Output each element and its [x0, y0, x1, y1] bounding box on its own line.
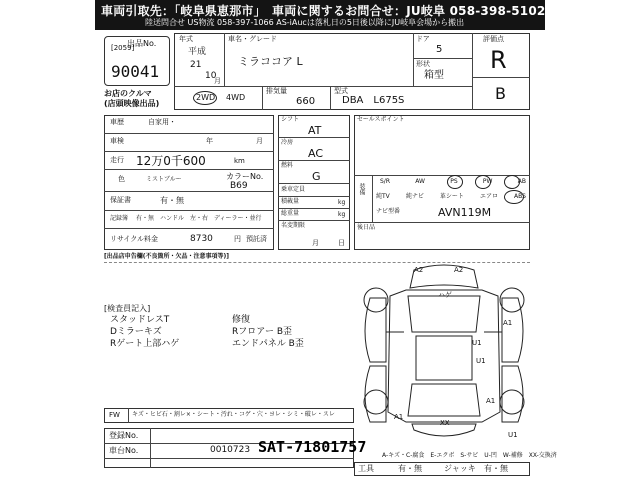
expiry-day-unit: 日 [338, 239, 345, 247]
equip-circle-pw [475, 175, 491, 189]
mark-hage: ハゲ [438, 291, 452, 299]
lot-number-box [104, 36, 170, 86]
tools-value: 有・無 [398, 464, 422, 473]
load-unit: kg [338, 199, 346, 206]
lot-sub: [2059] [111, 44, 135, 52]
fw-items: キズ・ヒビ石・割レ×・シート・汚れ・コゲ・穴・ヨレ・シミ・破レ・スレ [132, 411, 335, 418]
ac-label: 冷房 [281, 139, 294, 146]
year-label: 年式 [179, 35, 193, 43]
vehicle-name: ミラココア L [238, 55, 303, 68]
equip-circle-abs [504, 190, 524, 204]
mark-a2-front-left: A2 [414, 266, 424, 274]
mark-u1-right-lower: U1 [476, 357, 486, 365]
sales-point-label: セールスポイント [357, 116, 405, 123]
equip-sr: S/R [380, 178, 390, 185]
recycle-status: 預託済 [246, 235, 267, 243]
month-unit: 月 [214, 77, 221, 85]
header-contact: 車両引取先：「岐阜県恵那市」 車両に関するお問合せ：JU岐阜 058-398-5102 [101, 4, 546, 18]
recycle-amount: 8730 [190, 234, 213, 244]
mark-a1-rear-right: A1 [486, 397, 496, 405]
jack-label: ジャッキ [444, 464, 476, 473]
month-value: 10 [205, 71, 217, 81]
load-label: 積載量 [281, 198, 300, 205]
weight-label: 総重量 [281, 210, 300, 217]
door-label: ドア [416, 35, 430, 43]
equip-aero: エアロ [479, 193, 498, 200]
inspector-label: [検査員記入] [104, 304, 151, 313]
displacement-label: 排気量 [266, 87, 287, 95]
record-value: 有・無 ハンドル 左・右 ディーラー・並行 [136, 215, 262, 222]
inspection-year-unit: 年 [206, 137, 213, 145]
equip-leather: 革シート [439, 193, 464, 200]
eval-score: R [490, 46, 507, 74]
interior-grade: B [495, 84, 506, 103]
mileage-unit: km [234, 157, 245, 165]
notes-title: [出品店申告欄(不良箇所・欠品・注意事項等)] [104, 253, 229, 260]
history-label: 車歴 [110, 118, 124, 126]
era-value: 平成 [188, 47, 207, 57]
name-label: 車名・グレード [228, 35, 277, 43]
auction-header [95, 0, 545, 30]
fuel-value: G [312, 170, 321, 183]
equip-pw: PW [482, 178, 493, 185]
note-2-2: Rフロアー B歪 [232, 327, 293, 337]
equip-label: 装備 [358, 183, 365, 195]
equip-circle-ps [447, 175, 463, 189]
note-1-1: スタッドレスT [110, 315, 170, 325]
mark-a2-front-right: A2 [454, 266, 464, 274]
color-no: B69 [230, 181, 248, 191]
inspection-label: 車検 [110, 137, 124, 145]
jack-value: 有・無 [484, 464, 508, 473]
expiry-month-unit: 月 [312, 239, 319, 247]
capacity-label: 乗車定員 [281, 186, 306, 193]
mark-xx: XX [440, 419, 450, 427]
equip-aw: AW [415, 178, 425, 185]
color-label: 色 [118, 175, 125, 183]
recycle-label: リサイクル料金 [110, 235, 159, 243]
navi-label: ナビ型番 [376, 208, 401, 215]
drive-4wd: 4WD [226, 93, 246, 102]
mark-u1-rear: U1 [508, 431, 518, 439]
equip-abs: ABS [514, 193, 526, 200]
header-transport: 陸送問合せ US物流 058-397-1066 AS-iAucは落札日の5日後以降にJU岐阜会場から搬出 [145, 18, 465, 27]
shift-label: シフト [281, 116, 300, 123]
note-1-3: Rゲート上部ハゲ [110, 339, 180, 349]
inspection-month-unit: 月 [256, 137, 263, 145]
fw-label: FW [109, 411, 120, 419]
ac-value: AC [308, 147, 324, 160]
left-form [104, 115, 274, 250]
model-label: 型式 [334, 87, 348, 95]
equip-tv: 純TV [376, 193, 390, 200]
mark-a1-right: A1 [503, 319, 513, 327]
equip-circle-ab [504, 175, 520, 189]
door-count: 5 [436, 44, 443, 55]
shape-value: 箱型 [424, 70, 444, 81]
equip-navi: 純ナビ [405, 193, 424, 200]
model-code: DBA L675S [342, 95, 405, 106]
history-value: 自家用・ [148, 118, 176, 126]
recycle-unit: 円 [234, 235, 241, 243]
color-no-label: カラーNo. [226, 172, 264, 181]
fuel-label: 燃料 [281, 162, 294, 169]
equip-ab: AB [517, 178, 526, 185]
chassis-label: 車台No. [109, 446, 139, 455]
mark-a1-rear-left: A1 [394, 413, 404, 421]
weight-unit: kg [338, 211, 346, 218]
navi-model: AVN119M [438, 206, 492, 219]
warranty-label: 保証書 [110, 196, 131, 204]
displacement: 660 [296, 96, 316, 107]
chassis-number: 0010723 [210, 445, 251, 455]
tools-label: 工具 [358, 464, 374, 473]
lot-note1: お店のクルマ [104, 89, 152, 98]
lot-label: 出品No. [127, 39, 157, 48]
equip-ps: PS [450, 178, 458, 185]
note-1-2: Dミラーキズ [110, 327, 162, 337]
drive-2wd: 2WD [196, 93, 216, 102]
warranty-value: 有・無 [160, 196, 184, 205]
shift-value: AT [308, 124, 322, 137]
warehouse-label: 後日品 [357, 224, 376, 231]
mileage-label: 走行 [110, 156, 124, 164]
lot-note2: (店頭映像出品) [104, 99, 160, 108]
mileage-value: 12万0千600 [136, 154, 206, 168]
color-value: ミストブルー [146, 176, 182, 183]
note-2-1: 修復 [232, 315, 251, 325]
shape-label: 形状 [416, 60, 430, 68]
eval-label: 評価点 [483, 35, 504, 43]
record-label: 記録簿 [110, 215, 129, 222]
note-2-3: エンドパネル B歪 [232, 339, 304, 349]
mark-u1-right: U1 [472, 339, 482, 347]
year-value: 21 [190, 60, 202, 70]
expiry-label: 名変期限 [281, 222, 306, 229]
damage-legend: A-キズ・C-腐食 E-エクボ S-サビ U-凹 W-補修 XX-交換済 [382, 452, 557, 459]
registration-label: 登録No. [109, 431, 139, 440]
lot-number: 90041 [111, 62, 160, 81]
sat-watermark: SAT-71801757 [258, 438, 367, 456]
